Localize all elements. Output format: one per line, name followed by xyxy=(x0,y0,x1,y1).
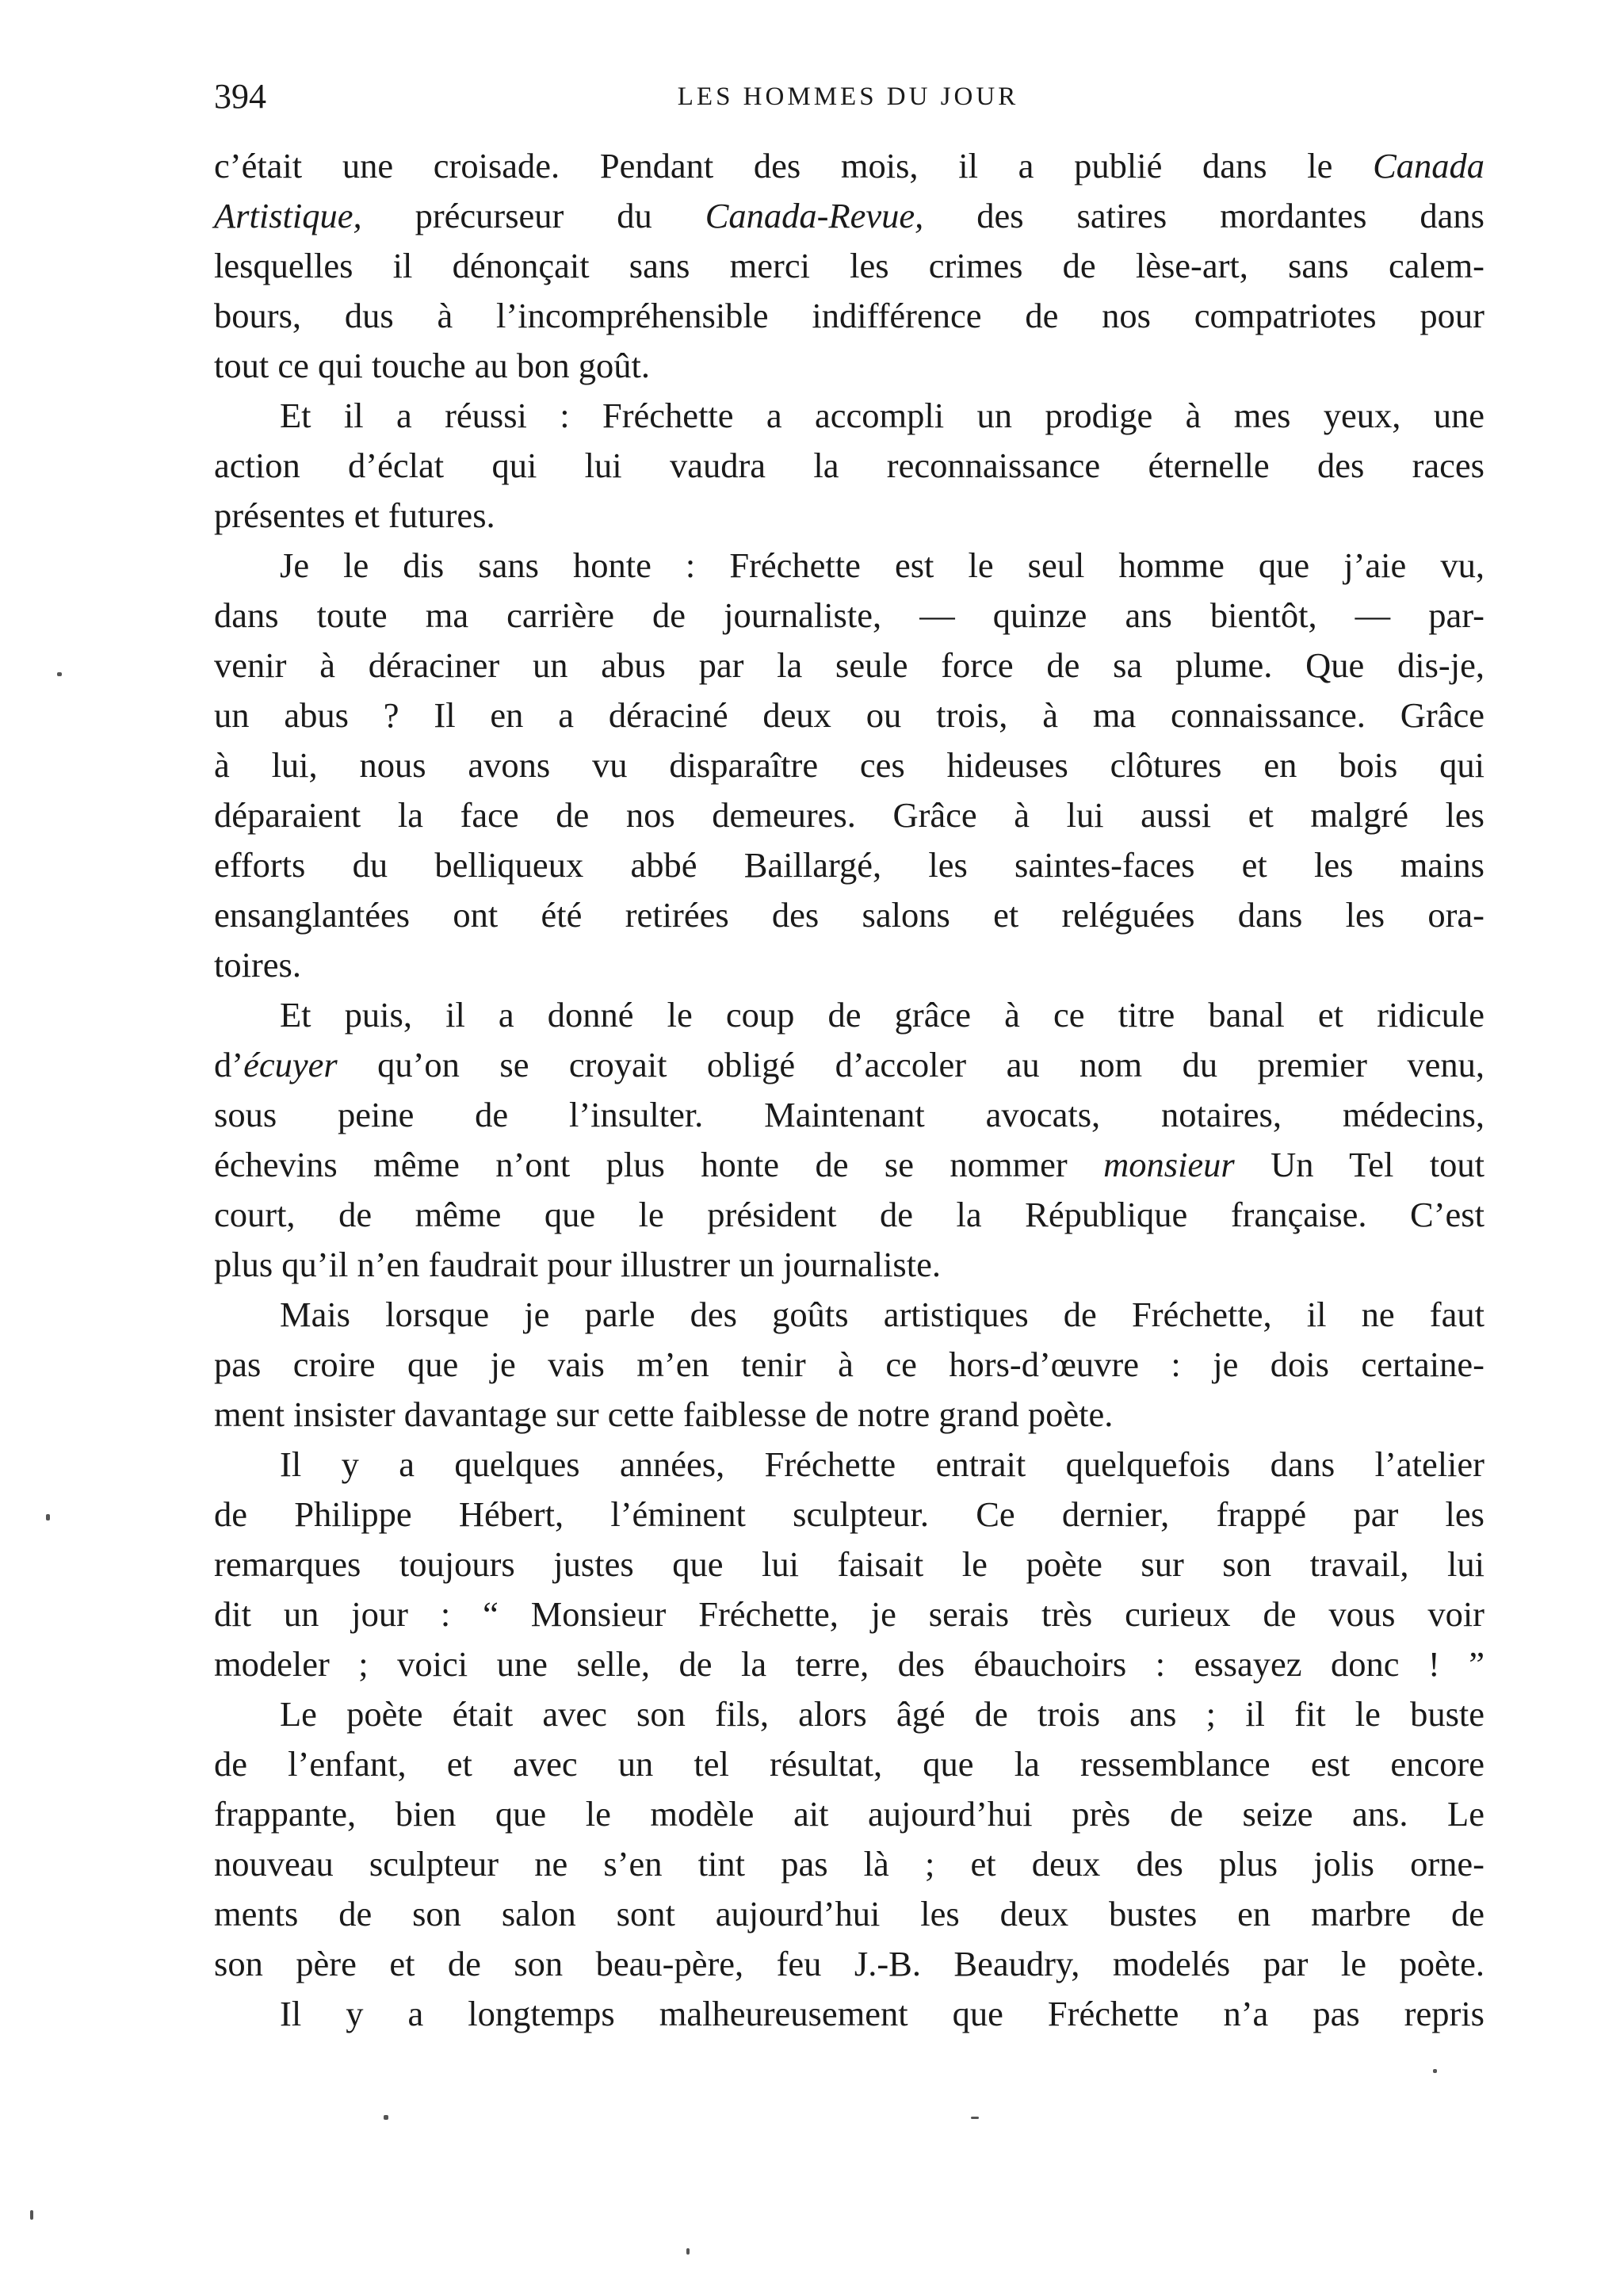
text-line: son père et de son beau-père, feu J.-B. Beaudry, modelés par le poète. xyxy=(214,1944,1485,1983)
text-line: sous peine de l’insulter. Maintenant avocats, notaires, médecins, xyxy=(214,1095,1485,1134)
text-line: Et il a réussi : Fréchette a accompli un prodige à mes yeux, une xyxy=(280,396,1485,435)
text-line: venir à déraciner un abus par la seule force de sa plume. Que dis-je, xyxy=(214,645,1485,685)
text-line: d’écuyer qu’on se croyait obligé d’accoler au nom du premier venu, xyxy=(214,1045,1485,1084)
text-line: modeler ; voici une selle, de la terre, des ébauchoirs : essayez donc ! ” xyxy=(214,1644,1485,1684)
text-line: Mais lorsque je parle des goûts artistiques de Fréchette, il ne faut xyxy=(280,1295,1485,1334)
text-line: Et puis, il a donné le coup de grâce à ce titre banal et ridicule xyxy=(280,995,1485,1035)
text-line: Il y a quelques années, Fréchette entrait quelquefois dans l’atelier xyxy=(280,1444,1485,1484)
text-line: Artistique, précurseur du Canada-Revue, des satires mordantes dans xyxy=(214,196,1485,235)
text-line: remarques toujours justes que lui faisait le poète sur son travail, lui xyxy=(214,1544,1485,1584)
text-line: ments de son salon sont aujourd’hui les deux bustes en marbre de xyxy=(214,1894,1485,1933)
text-line: échevins même n’ont plus honte de se nommer monsieur Un Tel tout xyxy=(214,1145,1485,1184)
scan-speck xyxy=(46,1514,50,1520)
text-line: nouveau sculpteur ne s’en tint pas là ; et deux des plus jolis orne- xyxy=(214,1844,1485,1884)
scan-speck xyxy=(971,2117,979,2119)
text-line: bours, dus à l’incompréhensible indifférence de nos compatriotes pour xyxy=(214,296,1485,335)
text-line: toires. xyxy=(214,945,301,985)
text-line: court, de même que le président de la République française. C’est xyxy=(214,1195,1485,1234)
page-number: 394 xyxy=(214,77,266,116)
scan-speck xyxy=(686,2248,690,2255)
scan-speck xyxy=(384,2115,388,2120)
text-line: ensanglantées ont été retirées des salons et reléguées dans les ora- xyxy=(214,895,1485,935)
body-text xyxy=(214,141,1485,2039)
text-line: présentes et futures. xyxy=(214,495,495,535)
text-line: efforts du belliqueux abbé Baillargé, les saintes-faces et les mains xyxy=(214,845,1485,885)
text-line: dans toute ma carrière de journaliste, — quinze ans bientôt, — par- xyxy=(214,595,1485,635)
text-line: à lui, nous avons vu disparaître ces hideuses clôtures en bois qui xyxy=(214,745,1485,785)
text-line: frappante, bien que le modèle ait aujourd’hui près de seize ans. Le xyxy=(214,1794,1485,1834)
text-line: ment insister davantage sur cette faiblesse de notre grand poète. xyxy=(214,1394,1114,1434)
text-line: Je le dis sans honte : Fréchette est le seul homme que j’aie vu, xyxy=(280,545,1485,585)
text-line: dit un jour : “ Monsieur Fréchette, je serais très curieux de vous voir xyxy=(214,1594,1485,1634)
text-line: de l’enfant, et avec un tel résultat, que la ressemblance est encore xyxy=(214,1744,1485,1784)
scan-speck xyxy=(1433,2069,1437,2073)
page-header xyxy=(214,73,1482,120)
text-line: lesquelles il dénonçait sans merci les crimes de lèse-art, sans calem- xyxy=(214,246,1485,285)
text-line: un abus ? Il en a déraciné deux ou trois, à ma connaissance. Grâce xyxy=(214,695,1485,735)
text-line: de Philippe Hébert, l’éminent sculpteur. Ce dernier, frappé par les xyxy=(214,1494,1485,1534)
text-line: déparaient la face de nos demeures. Grâce à lui aussi et malgré les xyxy=(214,795,1485,835)
text-line: Le poète était avec son fils, alors âgé de trois ans ; il fit le buste xyxy=(280,1694,1485,1734)
text-line: plus qu’il n’en faudrait pour illustrer un journaliste. xyxy=(214,1245,941,1284)
scan-speck xyxy=(30,2210,33,2220)
running-title: LES HOMMES DU JOUR xyxy=(677,82,1019,111)
text-line: tout ce qui touche au bon goût. xyxy=(214,346,650,385)
text-line: pas croire que je vais m’en tenir à ce hors-d’œuvre : je dois certaine- xyxy=(214,1344,1485,1384)
text-line: action d’éclat qui lui vaudra la reconnaissance éternelle des races xyxy=(214,446,1485,485)
scan-speck xyxy=(57,672,62,676)
text-line: Il y a longtemps malheureusement que Fréchette n’a pas repris xyxy=(280,1994,1485,2033)
text-line: c’était une croisade. Pendant des mois, il a publié dans le Canada xyxy=(214,146,1485,186)
